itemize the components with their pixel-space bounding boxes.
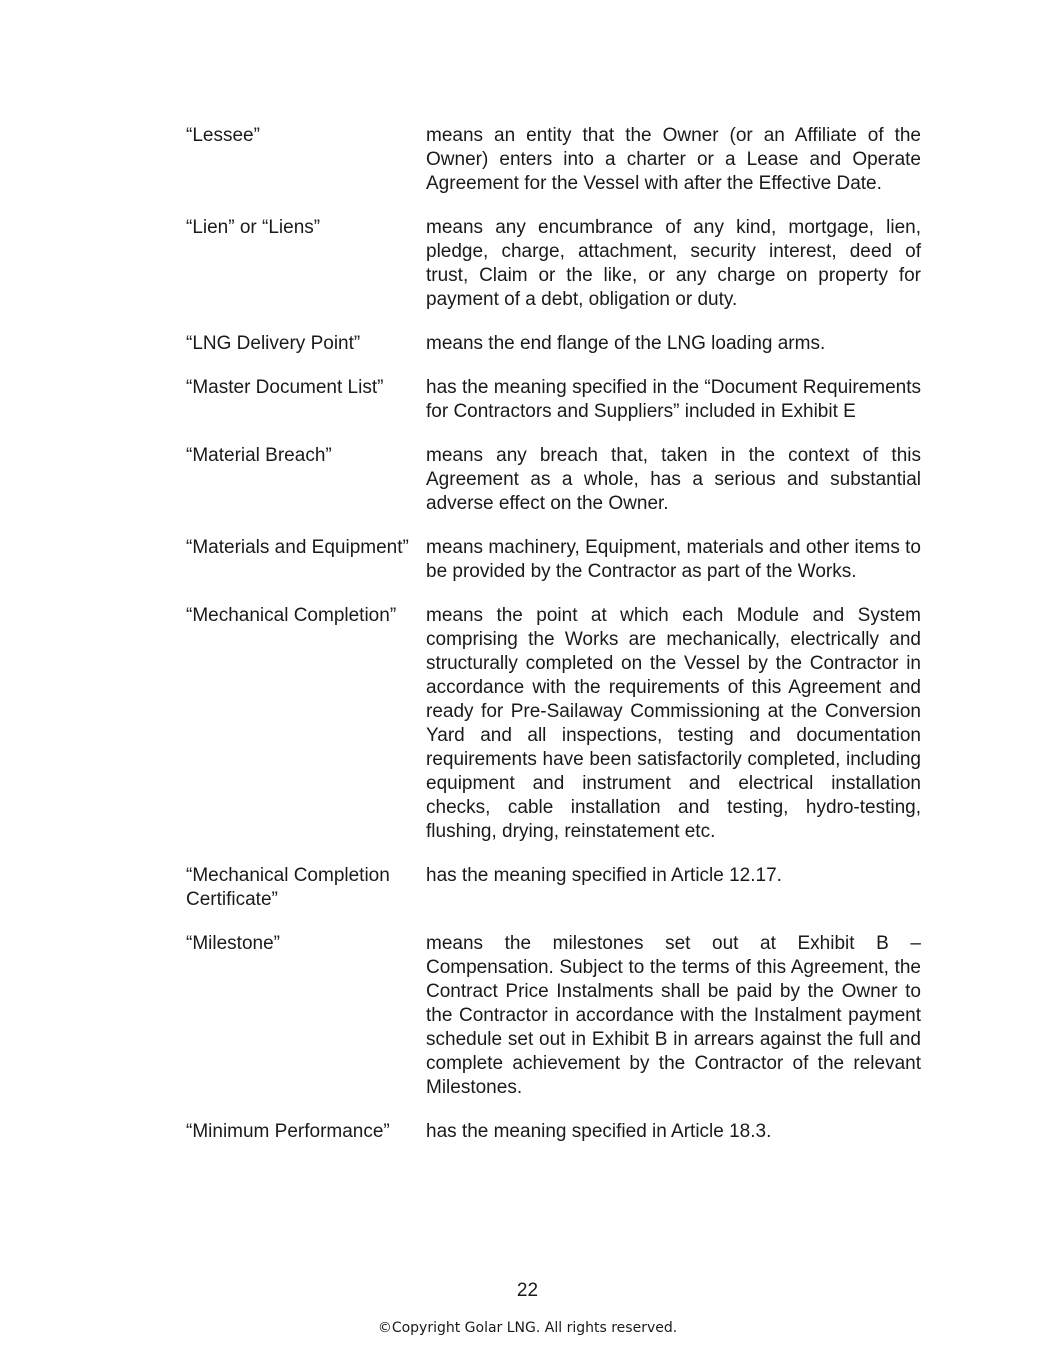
definition-term: “LNG Delivery Point” — [186, 333, 361, 354]
definition-term: “Master Document List” — [186, 377, 384, 398]
definition-mechanical-completion-certificate — [186, 864, 921, 912]
definition-meaning: has the meaning specified in the “Document Requirements for Contractors and Suppliers” included in Exhibit E — [426, 377, 921, 422]
definition-term: “Materials and Equipment” — [186, 537, 409, 558]
definition-meaning: means an entity that the Owner (or an Affiliate of the Owner) enters into a charter or a Lease and Operate Agreement for the Vessel with after the Effective Date. — [426, 125, 921, 194]
definition-milestone — [186, 932, 921, 1100]
definition-lng-delivery-point — [186, 332, 921, 356]
definition-term: “Lessee” — [186, 125, 260, 146]
copyright-notice: ©Copyright Golar LNG. All rights reserved. — [377, 1320, 678, 1336]
definition-term: “Minimum Performance” — [186, 1121, 390, 1142]
definition-term: “Milestone” — [186, 933, 280, 954]
definition-term: “Lien” or “Liens” — [186, 217, 321, 238]
definition-meaning: means any breach that, taken in the context of this Agreement as a whole, has a serious and substantial adverse effect on the Owner. — [426, 445, 921, 514]
definition-meaning: has the meaning specified in Article 18.3. — [426, 1121, 772, 1142]
definition-lien — [186, 216, 921, 312]
definition-meaning: means the point at which each Module and System comprising the Works are mechanically, electrically and structurally completed on the Vessel by the Contractor in accordance with the requirements of this Agreement and ready for Pre-Sailaway Commissioning at the Conversion Yard and all inspections, testing and documentation requirements have been satisfactorily completed, including equipment and instrument and electrical installation checks, cable installation and testing, hydro-testing, flushing, drying, reinstatement etc. — [426, 605, 921, 842]
definition-meaning: means machinery, Equipment, materials and other items to be provided by the Contractor as part of the Works. — [426, 537, 921, 582]
definition-minimum-performance — [186, 1120, 921, 1144]
definition-term: “Material Breach” — [186, 445, 332, 466]
definition-mechanical-completion — [186, 604, 921, 844]
page-number: 22 — [516, 1280, 539, 1301]
definition-lessee — [186, 124, 921, 196]
definition-term: “Mechanical Completion” — [186, 605, 397, 626]
definition-meaning: means the milestones set out at Exhibit B – Compensation. Subject to the terms of this Agreement, the Contract Price Instalments shall be paid by the Owner to the Contractor in accordance with the Instalment payment schedule set out in Exhibit B in arrears against the full and complete achievement by the Contractor of the relevant Milestones. — [426, 933, 921, 1098]
definition-material-breach — [186, 444, 921, 516]
definition-meaning: means any encumbrance of any kind, mortgage, lien, pledge, charge, attachment, security interest, deed of trust, Claim or the like, or any charge on property for payment of a debt, obligation or duty. — [426, 217, 921, 310]
definition-master-document-list — [186, 376, 921, 424]
definition-meaning: has the meaning specified in Article 12.17. — [426, 865, 782, 886]
definitions-list — [186, 124, 921, 1164]
definition-materials-and-equipment — [186, 536, 921, 584]
definition-meaning: means the end flange of the LNG loading arms. — [426, 333, 826, 354]
definition-term: “Mechanical Completion Certificate” — [186, 865, 390, 910]
